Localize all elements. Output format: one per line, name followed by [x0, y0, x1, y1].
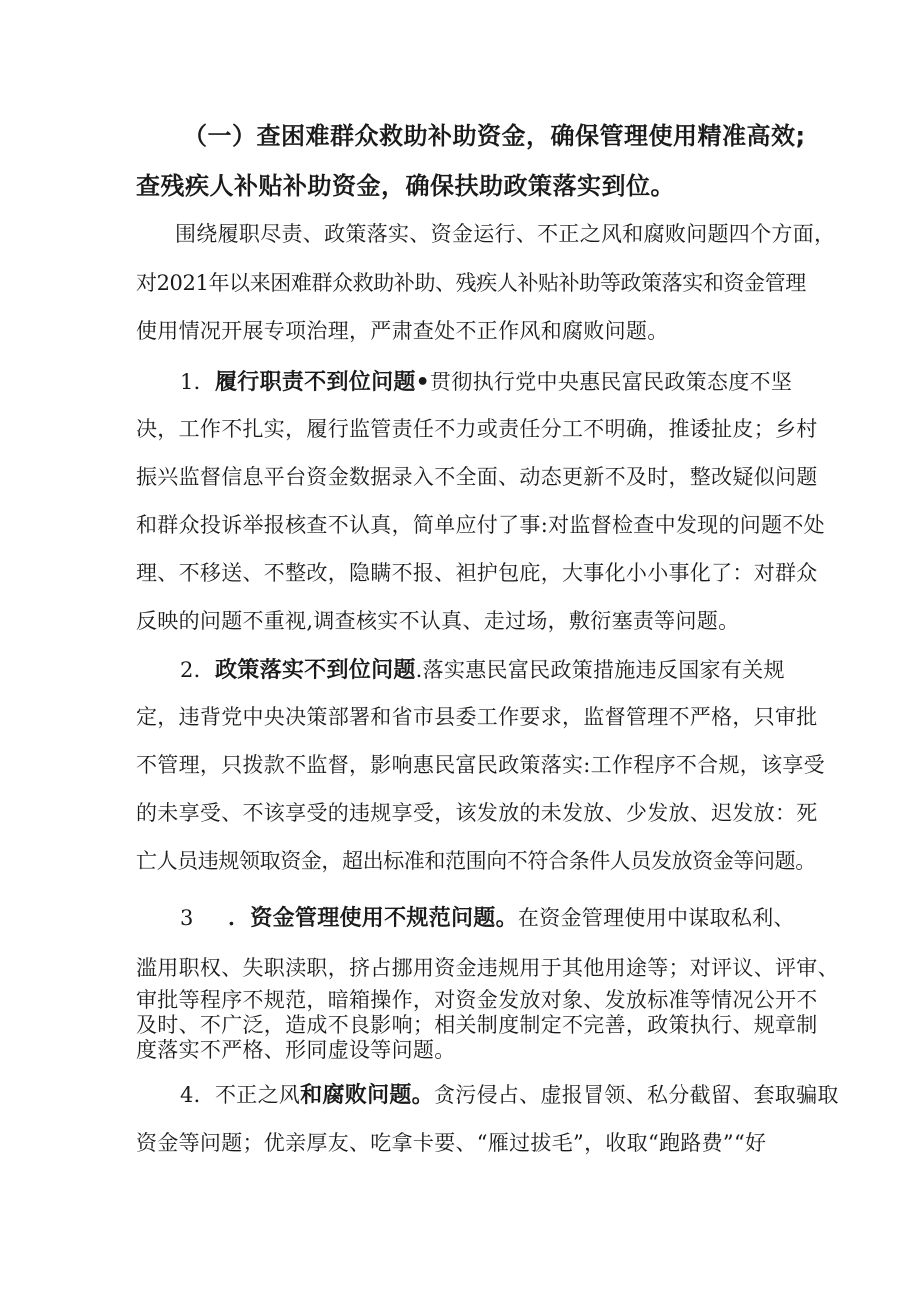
item-3-line-4: 及时、不广泛，造成不良影响；相关制度制定不完善，政策执行、规章制: [136, 1013, 818, 1037]
item-4-title: 和腐败问题。: [300, 1083, 434, 1108]
intro-line-2: 对2021年以来困难群众救助补助、残疾人补贴补助等政策落实和资金管理: [136, 271, 806, 295]
item-2-line-5: 亡人员违规领取资金，超出标准和范围向不符合条件人员发放资金等问题。: [136, 849, 816, 873]
item-3-line-3: 审批等程序不规范，暗箱操作，对资金发放对象、发放标准等情况公开不: [136, 988, 818, 1012]
item-2-line-4: 的未享受、不该享受的违规享受，该发放的未发放、少发放、迟发放：死: [136, 801, 818, 825]
item-1-first-text: 贯彻执行党中央惠民富民政策态度不坚: [430, 370, 793, 394]
item-2-line-2: 定，违背党中央决策部署和省市县委工作要求，监督管理不严格，只审批: [136, 705, 818, 729]
item-1-line-4: 和群众投诉举报核查不认真，简单应付了事:对监督检查中发现的问题不处: [136, 513, 825, 537]
item-1-number: 1．: [180, 370, 215, 394]
intro-line-3: 使用情况开展专项治理，严肃查处不正作风和腐败问题。: [136, 319, 669, 343]
section-heading-line-2: 查残疾人补贴补助资金，确保扶助政策落实到位。: [136, 172, 675, 200]
item-3-title: ．资金管理使用不规范问题。: [228, 906, 518, 931]
item-3-first-text: 在资金管理使用中谋取私利、: [517, 906, 795, 930]
section-heading-line-1: （一）查困难群众救助补助资金，确保管理使用精准高效;: [183, 122, 806, 150]
item-4-number: 4．: [180, 1083, 215, 1107]
item-3-number: 3: [180, 906, 194, 930]
item-1-first-line: [180, 365, 792, 396]
item-1-line-2: 决，工作不扎实，履行监管责任不力或责任分工不明确，推诿扯皮；乡村: [136, 417, 818, 441]
item-4-line-2: 资金等问题；优亲厚友、吃拿卡要、“雁过拔毛”，收取“跑路费”“好: [136, 1131, 767, 1155]
item-1-title: 履行职责不到位问题•: [214, 370, 431, 395]
item-1-line-5: 理、不移送、不整改，隐瞒不报、袒护包庇，大事化小小事化了：对群众: [136, 561, 818, 585]
item-4-first-line: [180, 1078, 839, 1109]
item-3-first-line: [180, 901, 795, 932]
item-2-first-text: .落实惠民富民政策措施违反国家有关规: [415, 658, 785, 682]
item-2-first-line: [180, 653, 785, 684]
item-4-plain-text: 不正之风: [214, 1083, 301, 1107]
item-1-line-6: 反映的问题不重视,调查核实不认真、走过场，敷衍塞责等问题。: [136, 609, 740, 633]
item-2-number: 2．: [180, 658, 215, 682]
item-2-title: 政策落实不到位问题: [214, 658, 416, 683]
intro-line-1: 围绕履职尽责、政策落实、资金运行、不正之风和腐败问题四个方面，: [175, 222, 836, 246]
item-2-line-3: 不管理，只拨款不监督，影响惠民富民政策落实:工作程序不合规，该享受: [136, 753, 825, 777]
item-4-first-text: 贪污侵占、虚报冒领、私分截留、套取骗取: [433, 1083, 839, 1107]
item-1-line-3: 振兴监督信息平台资金数据录入不全面、动态更新不及时，整改疑似问题: [136, 465, 818, 489]
item-3-line-2: 滥用职权、失职渎职，挤占挪用资金违规用于其他用途等；对评议、评审、: [136, 956, 839, 980]
item-3-line-5: 度落实不严格、形同虚设等问题。: [136, 1038, 456, 1062]
